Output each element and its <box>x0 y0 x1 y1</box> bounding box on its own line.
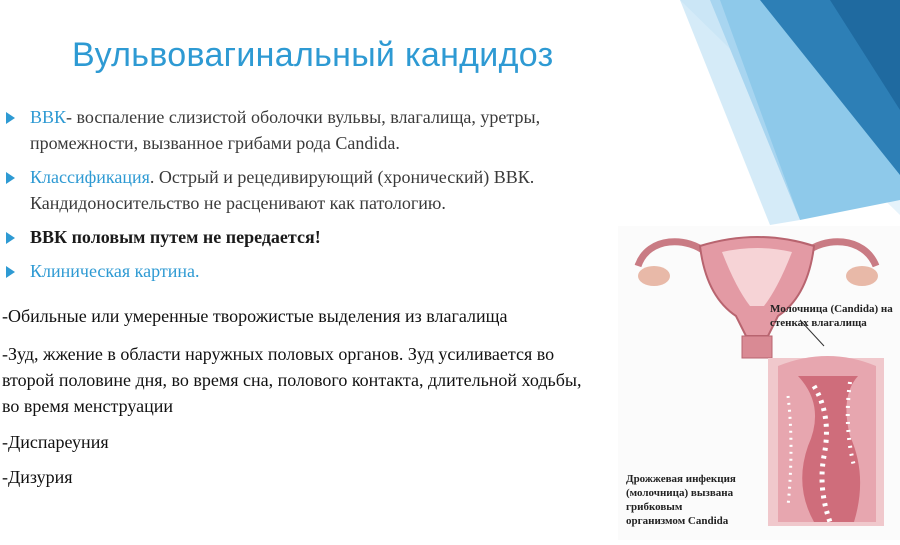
bullet-clinical <box>6 258 646 284</box>
anatomy-illustration <box>618 226 900 540</box>
bullet-classification <box>6 164 646 216</box>
label-line: стенках влагалища <box>770 317 867 329</box>
triangle-bullet-icon <box>6 266 15 278</box>
label-line: грибковым <box>626 501 683 513</box>
symptom-dysuria: -Дизурия <box>2 467 73 487</box>
symptom-itching: -Зуд, жжение в области наружных половых органов. Зуд усиливается во второй половине дня, во время сна, полового контакта, длительной ходьбы, во время менструации <box>2 344 582 416</box>
symptom-dyspareunia: -Диспареуния <box>2 432 109 452</box>
triangle-bullet-icon <box>6 172 15 184</box>
transmission-text: ВВК половым путем не передается! <box>30 227 321 247</box>
symptom-discharge: -Обильные или умеренные творожистые выделения из влагалища <box>2 306 508 326</box>
candida-wall-label <box>770 302 893 330</box>
term-vvk: ВВК <box>30 107 67 127</box>
label-line: организмом Candida <box>626 515 729 527</box>
bullet-definition <box>6 104 646 156</box>
slide-title: Вульвовагинальный кандидоз <box>72 36 554 74</box>
yeast-infection-label <box>626 472 736 528</box>
triangle-bullet-icon <box>6 232 15 244</box>
classification-text: . Острый и рецедивирующий (хронический) ВВК. Кандидоносительство не расценивают как патологию. <box>30 167 535 213</box>
bullet-list <box>6 104 646 292</box>
label-line: Молочница (Candida) на <box>770 303 893 315</box>
triangle-bullet-icon <box>6 112 15 124</box>
label-line: Дрожжевая инфекция <box>626 473 736 485</box>
clinical-heading: Клиническая картина. <box>30 261 200 281</box>
bullet-transmission <box>6 224 646 250</box>
term-classification: Классификация <box>30 167 150 187</box>
label-line: (молочница) вызвана <box>626 487 734 499</box>
definition-text: - воспаление слизистой оболочки вульвы, влагалища, уретры, промежности, вызванное грибами рода Candida. <box>30 107 541 153</box>
